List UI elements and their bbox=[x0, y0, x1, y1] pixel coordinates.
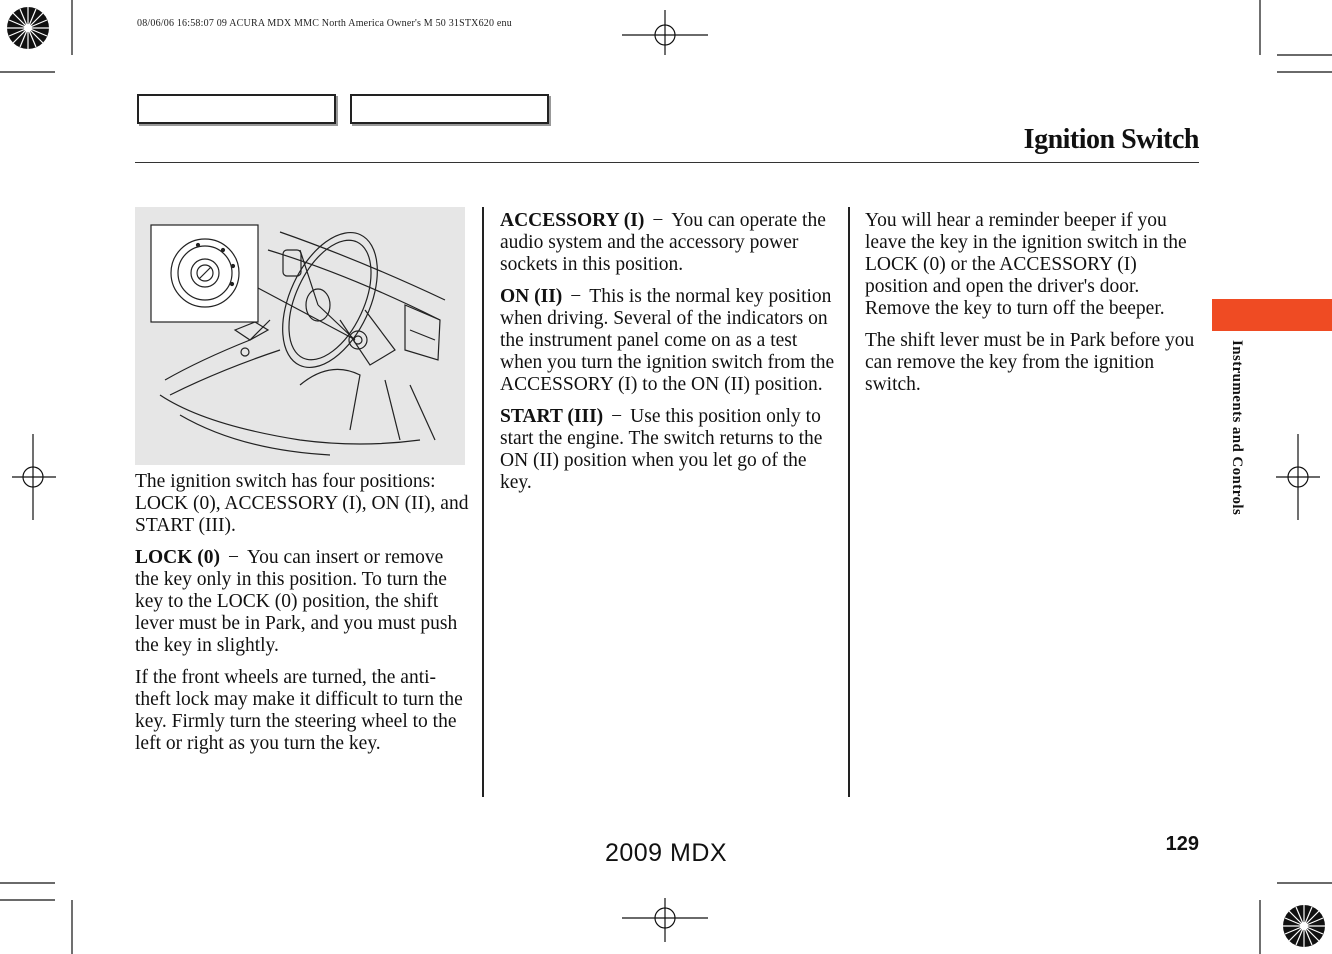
page-number: 129 bbox=[1165, 833, 1199, 855]
start-text: Use this position only to start the engine. The switch returns to the ON (II) position when you let go of the key. bbox=[500, 406, 823, 493]
on-text: This is the normal key position when driving. Several of the indicators on the instrument panel come on as a test when you turn the ignition switch from the ACCESSORY (I) to the ON (II) position. bbox=[500, 286, 835, 395]
accessory-text: You can operate the audio system and the accessory power sockets in this position. bbox=[500, 210, 826, 275]
section-tab[interactable] bbox=[1212, 299, 1332, 331]
column-1 bbox=[135, 471, 470, 765]
dash-glyph: − bbox=[228, 547, 240, 568]
lock-text: You can insert or remove the key only in this position. To turn the key to the LOCK (0) position, the shift lever must be in Park, and you must push the key in slightly. bbox=[135, 547, 458, 656]
on-term: ON (II) bbox=[500, 286, 563, 307]
start-term: START (III) bbox=[500, 406, 604, 427]
on-paragraph bbox=[500, 286, 838, 396]
column-3 bbox=[865, 210, 1195, 406]
lock-term: LOCK (0) bbox=[135, 547, 221, 568]
accessory-paragraph bbox=[500, 210, 838, 276]
intro-paragraph: The ignition switch has four positions: LOCK (0), ACCESSORY (I), ON (II), and START (III). bbox=[135, 471, 469, 536]
start-paragraph bbox=[500, 406, 838, 494]
shift-paragraph: The shift lever must be in Park before you can remove the key from the ignition switch. bbox=[865, 330, 1195, 395]
dash-glyph: − bbox=[611, 406, 623, 427]
print-meta: 08/06/06 16:58:07 09 ACURA MDX MMC North America Owner's M 50 31STX620 enu bbox=[137, 18, 512, 29]
lock-paragraph bbox=[135, 547, 470, 657]
page-title: Ignition Switch bbox=[1023, 124, 1199, 155]
column-divider-1 bbox=[482, 207, 484, 797]
section-label: Instruments and Controls bbox=[1229, 340, 1245, 516]
wheels-paragraph: If the front wheels are turned, the anti-theft lock may make it difficult to turn the key. Firmly turn the steering wheel to the left or right as you turn the key. bbox=[135, 667, 463, 754]
accessory-term: ACCESSORY (I) bbox=[500, 210, 645, 231]
column-divider-2 bbox=[848, 207, 850, 797]
footer-model: 2009 MDX bbox=[604, 839, 728, 867]
dash-glyph: − bbox=[652, 210, 664, 231]
beeper-paragraph: You will hear a reminder beeper if you leave the key in the ignition switch in the LOCK (0) or the ACCESSORY (I) position and open the driver's door. Remove the key to turn off the beeper. bbox=[865, 210, 1187, 319]
dash-glyph: − bbox=[570, 286, 582, 307]
column-2 bbox=[500, 210, 838, 504]
